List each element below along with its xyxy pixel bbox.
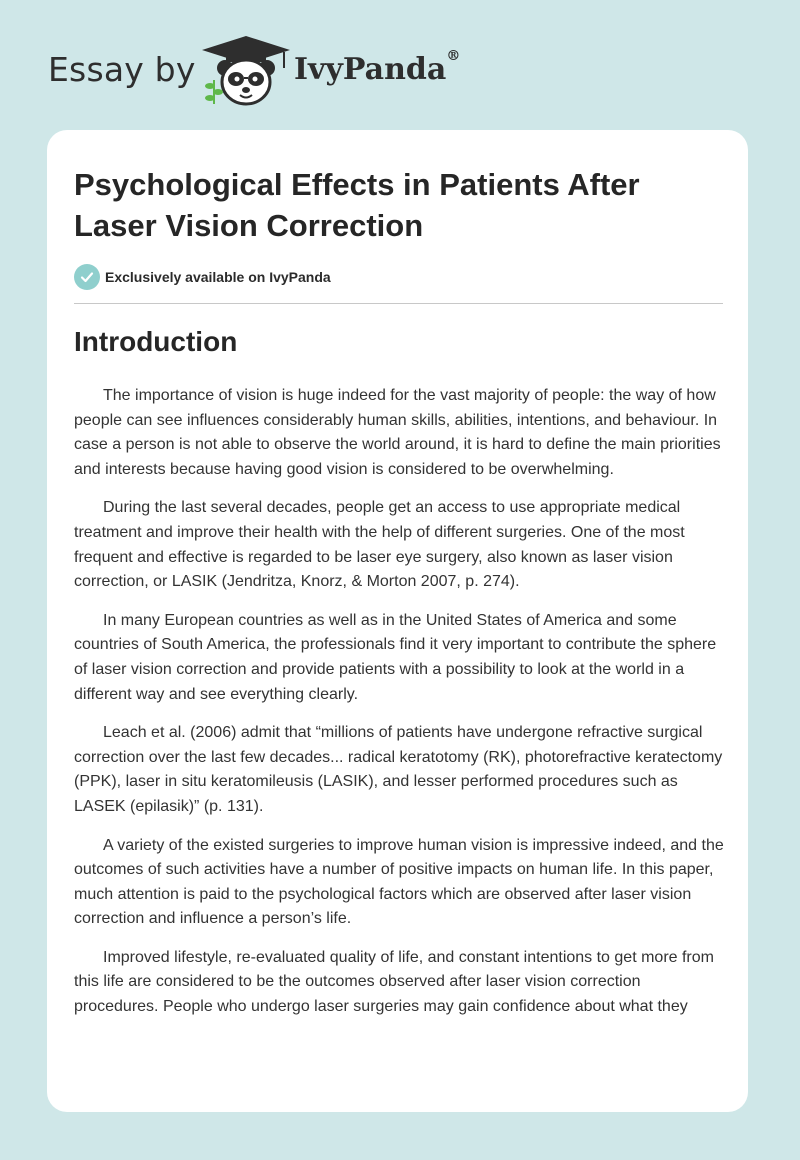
section-heading: Introduction bbox=[74, 326, 238, 357]
panda-graduate-icon[interactable] bbox=[200, 34, 292, 108]
paragraph: Improved lifestyle, re-evaluated quality of life, and constant intentions to get more from this life are considered to be the outcomes observed after laser vision correction procedures. People who undergo laser surgeries may gain confidence about what they bbox=[74, 948, 714, 1016]
paragraph: Leach et al. (2006) admit that “millions of patients have undergone refractive surgical correction over the last few decades... radical keratotomy (RK), photorefractive keratectomy (PPK), laser in situ keratomileusis (LASIK), and lesser performed procedures such as LASEK (epilasik)” (p. 131). bbox=[74, 724, 723, 815]
exclusive-badge bbox=[74, 263, 331, 291]
essay-body bbox=[74, 384, 726, 1034]
registered-mark: ® bbox=[446, 48, 461, 64]
brand-prefix: Essay by bbox=[48, 50, 196, 89]
brand-name[interactable] bbox=[294, 48, 461, 87]
paragraph: In many European countries as well as in the United States of America and some countries of South America, the professionals find it very important to contribute the sphere of laser vision correction and provide patients with a possibility to look at the world in a different way and see everything clearly. bbox=[74, 611, 717, 703]
page-title: Psychological Effects in Patients After Laser Vision Correction bbox=[74, 167, 640, 243]
paragraph: A variety of the existed surgeries to improve human vision is impressive indeed, and the outcomes of such activities have a number of positive impacts on human life. In this paper, much attention is paid to the psychological factors which are observed after laser vision correction and influence a person’s life. bbox=[74, 836, 724, 928]
essay-card bbox=[47, 130, 748, 1112]
paragraph: The importance of vision is huge indeed for the vast majority of people: the way of how people can see influences considerably human skills, abilities, intentions, and behaviour. In case a person is not able to observe the world around, it is hard to define the main priorities and interests because having good vision is considered to be overwhelming. bbox=[74, 387, 721, 478]
site-header bbox=[0, 0, 800, 130]
paragraph: During the last several decades, people get an access to use appropriate medical treatment and improve their health with the help of different surgeries. One of the most frequent and effective is regarded to be laser eye surgery, also known as laser vision correction, or LASIK (Jendritza, Knorz, & Morton 2007, p. 274). bbox=[74, 499, 685, 591]
check-circle-icon bbox=[74, 264, 100, 290]
brand-name-text: IvyPanda bbox=[294, 52, 447, 87]
divider bbox=[74, 303, 723, 304]
badge-label: Exclusively available on IvyPanda bbox=[105, 269, 331, 285]
